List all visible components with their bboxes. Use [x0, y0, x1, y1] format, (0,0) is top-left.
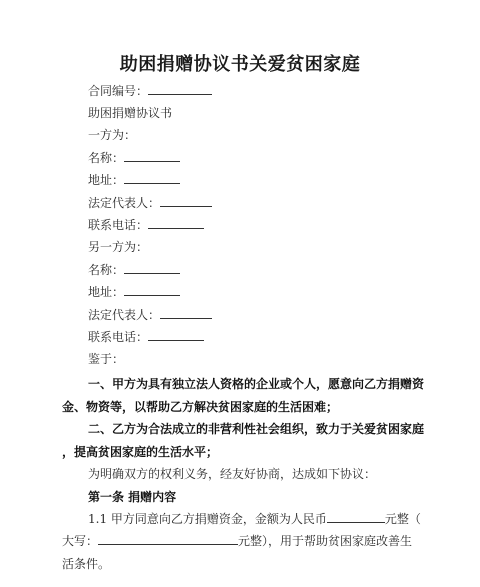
party-b-address-label: 地址： — [88, 285, 125, 299]
party-a-address-line — [88, 172, 180, 188]
whereas-heading: 鉴于： — [88, 352, 125, 366]
item-1-1-text-a: 1.1 甲方同意向乙方捐赠资金，金额为人民币 — [88, 512, 327, 526]
item-1-1-daxie-label: 大写： — [62, 534, 99, 548]
party-a-rep-line — [88, 195, 212, 211]
party-a-address-blank — [124, 172, 180, 184]
document-title: 助困捐赠协议书关爱贫困家庭 — [119, 54, 361, 75]
document-subtitle: 助困捐赠协议书 — [88, 106, 173, 120]
item-1-1-line-3: 活条件。 — [62, 557, 111, 571]
amount-blank — [327, 511, 385, 523]
item-1-1-line-2 — [62, 533, 412, 549]
party-a-phone-blank — [148, 217, 204, 229]
party-b-phone-label: 联系电话： — [88, 330, 149, 344]
party-a-name-label: 名称： — [88, 151, 125, 165]
party-a-heading: 一方为： — [88, 128, 137, 142]
clause-2-line-1: 二、乙方为合法成立的非营利性社会组织，致力于关爱贫困家庭 — [88, 422, 425, 436]
party-b-phone-line — [88, 329, 204, 345]
contract-number-blank — [148, 83, 212, 95]
clause-2-line-2: ，提高贫困家庭的生活水平； — [62, 445, 219, 459]
party-b-rep-label: 法定代表人： — [88, 308, 161, 322]
party-b-name-label: 名称： — [88, 263, 125, 277]
contract-number-line — [88, 83, 212, 99]
article-1-title: 第一条 捐赠内容 — [88, 490, 177, 504]
party-b-rep-blank — [160, 307, 212, 319]
party-a-phone-line — [88, 217, 204, 233]
party-b-name-blank — [124, 262, 180, 274]
party-b-address-blank — [124, 284, 180, 296]
party-a-rep-blank — [160, 195, 212, 207]
item-1-1-text-c: 元整），用于帮助贫困家庭改善生 — [238, 534, 413, 548]
item-1-1-text-b: 元整（ — [384, 512, 421, 526]
party-a-address-label: 地址： — [88, 173, 125, 187]
party-b-name-line — [88, 262, 180, 278]
agreement-intro: 为明确双方的权利义务，经友好协商，达成如下协议： — [88, 467, 377, 481]
clause-1-line-1: 一、甲方为具有独立法人资格的企业或个人，愿意向乙方捐赠资 — [88, 377, 425, 391]
party-a-name-blank — [124, 150, 180, 162]
amount-daxie-blank — [98, 533, 238, 545]
clause-1-line-2: 金、物资等，以帮助乙方解决贫困家庭的生活困难； — [62, 400, 339, 414]
party-b-address-line — [88, 284, 180, 300]
party-a-phone-label: 联系电话： — [88, 218, 149, 232]
item-1-1-line-1 — [88, 511, 421, 527]
party-b-heading: 另一方为： — [88, 240, 149, 254]
party-b-rep-line — [88, 307, 212, 323]
party-b-phone-blank — [148, 329, 204, 341]
party-a-name-line — [88, 150, 180, 166]
contract-number-label: 合同编号： — [88, 84, 149, 98]
party-a-rep-label: 法定代表人： — [88, 196, 161, 210]
